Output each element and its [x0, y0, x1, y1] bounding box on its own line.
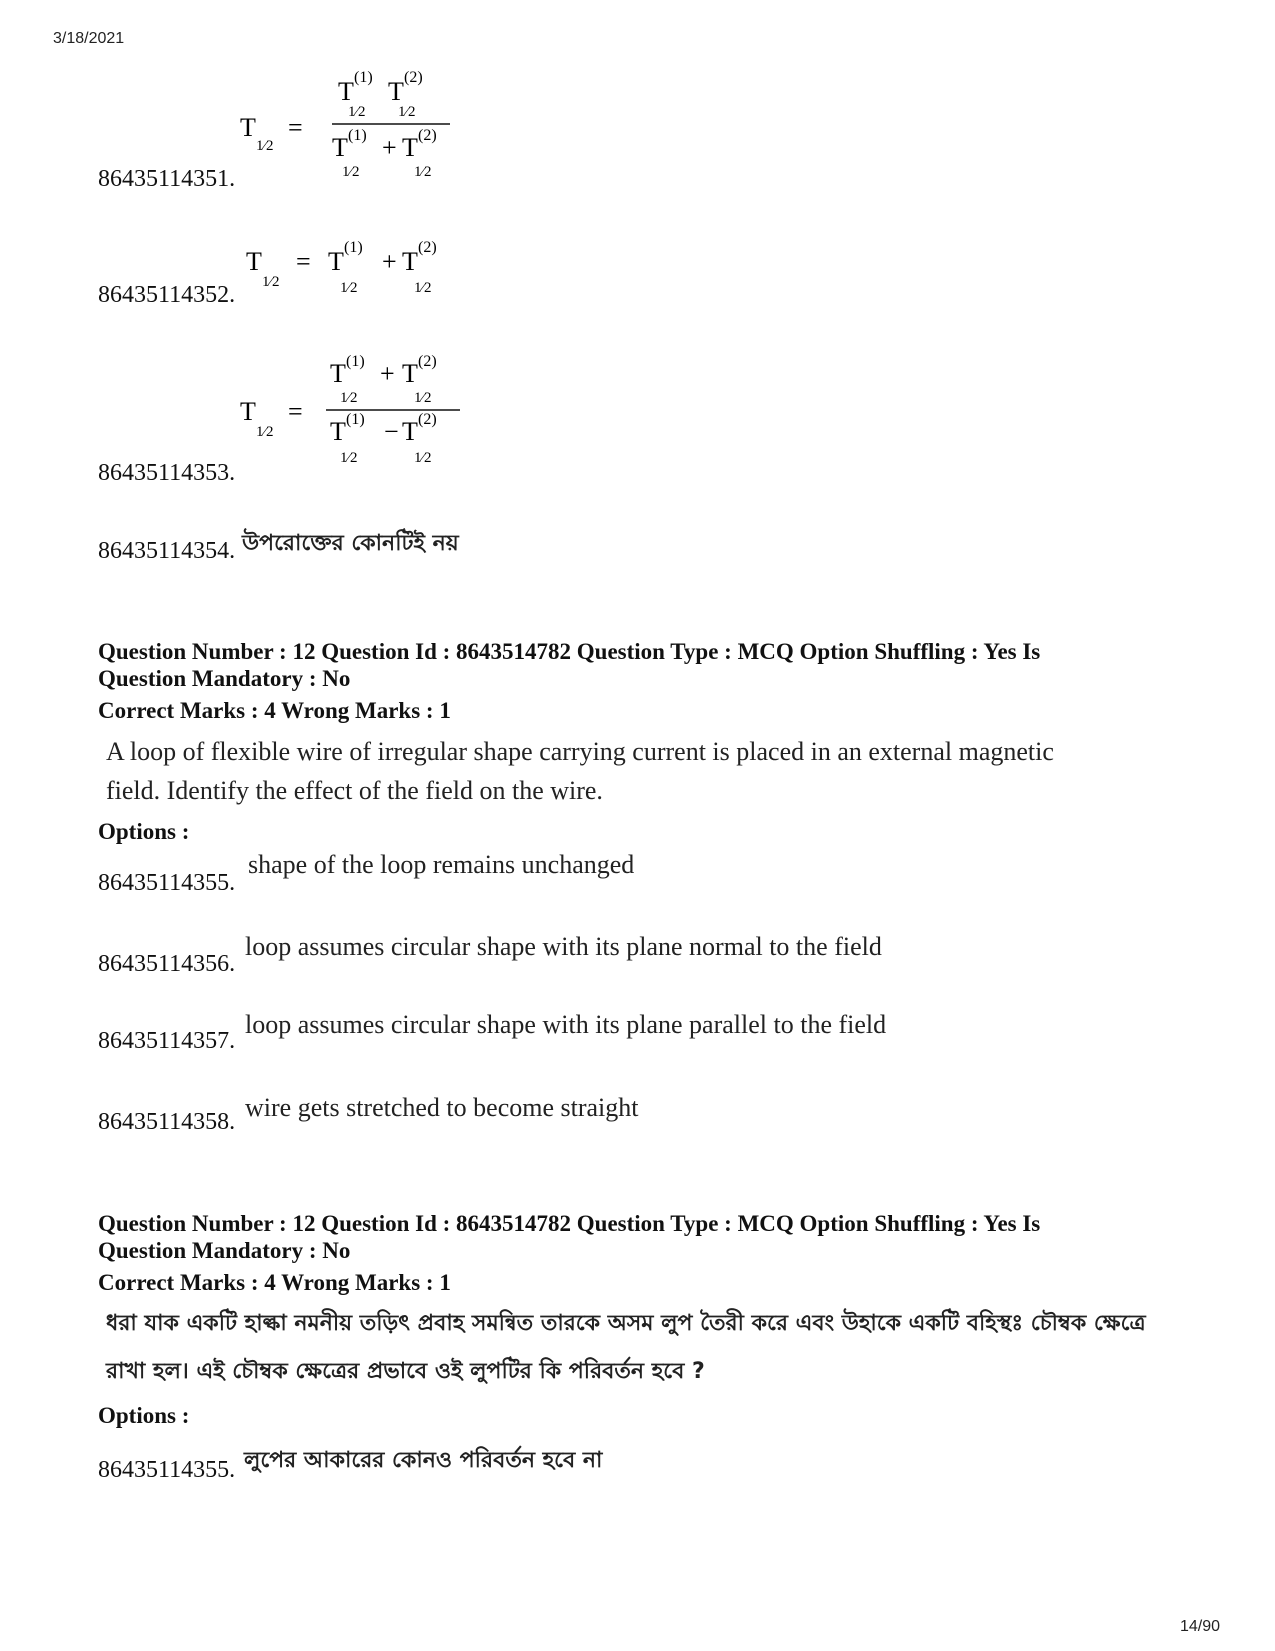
option-id: 86435114355. — [98, 870, 236, 896]
option-text: লুপের আকারের কোনও পরিবর্তন হবে না — [244, 1448, 603, 1473]
option-id: 86435114358. — [98, 1109, 236, 1135]
formula-superscript: (1) — [346, 411, 365, 428]
formula-minus: − — [384, 417, 399, 446]
option-id: 86435114357. — [98, 1028, 236, 1054]
half-life-formula-3 — [236, 344, 476, 479]
formula-superscript: (2) — [418, 353, 437, 370]
option-id: 86435114356. — [98, 951, 236, 977]
formula-subscript: 1⁄2 — [414, 390, 432, 406]
question-marks: Correct Marks : 4 Wrong Marks : 1 — [98, 1270, 451, 1295]
formula-subscript: 1⁄2 — [398, 104, 416, 120]
formula-symbol: T — [402, 133, 418, 162]
formula-symbol: T — [402, 417, 418, 446]
formula-plus: + — [382, 247, 397, 276]
formula-equals: = — [296, 247, 311, 276]
page-number: 14/90 — [1180, 1618, 1221, 1635]
formula-superscript: (2) — [404, 69, 423, 86]
option-id: 86435114351. — [98, 166, 236, 192]
formula-subscript: 1⁄2 — [342, 164, 360, 180]
formula-superscript: (2) — [418, 239, 437, 256]
half-life-formula-2 — [236, 230, 476, 305]
formula-subscript: 1⁄2 — [348, 104, 366, 120]
formula-subscript: 1⁄2 — [340, 450, 358, 466]
print-date: 3/18/2021 — [53, 30, 125, 47]
formula-symbol: T — [332, 133, 348, 162]
formula-subscript: 1⁄2 — [414, 450, 432, 466]
options-label: Options : — [98, 1403, 190, 1428]
formula-superscript: (1) — [348, 127, 367, 144]
option-text: উপরোক্তের কোনটিই নয় — [242, 531, 459, 556]
option-id: 86435114355. — [98, 1457, 236, 1483]
formula-subscript: 1⁄2 — [414, 280, 432, 296]
option-text: loop assumes circular shape with its plane parallel to the field — [245, 1010, 887, 1039]
formula-symbol: T — [402, 359, 418, 388]
formula-subscript: 1⁄2 — [340, 390, 358, 406]
option-id: 86435114353. — [98, 460, 236, 486]
question-meta: Question Mandatory : No — [98, 666, 351, 691]
formula-symbol: T — [328, 247, 344, 276]
formula-symbol: T — [240, 397, 256, 426]
formula-subscript: 1⁄2 — [262, 274, 280, 290]
formula-symbol: T — [330, 359, 346, 388]
question-marks: Correct Marks : 4 Wrong Marks : 1 — [98, 698, 451, 723]
formula-superscript: (1) — [354, 69, 373, 86]
formula-symbol: T — [240, 113, 256, 142]
formula-symbol: T — [246, 247, 262, 276]
options-label: Options : — [98, 819, 190, 844]
formula-symbol: T — [338, 77, 354, 106]
option-id: 86435114354. — [98, 538, 236, 564]
option-text: wire gets stretched to become straight — [245, 1093, 639, 1122]
question-text: field. Identify the effect of the field on the wire. — [106, 776, 603, 805]
question-meta: Question Number : 12 Question Id : 8643514782 Question Type : MCQ Option Shuffling : Yes Is — [98, 639, 1041, 664]
formula-equals: = — [288, 113, 303, 142]
formula-superscript: (1) — [344, 239, 363, 256]
option-text: loop assumes circular shape with its plane normal to the field — [245, 932, 882, 961]
formula-equals: = — [288, 397, 303, 426]
question-text: রাখা হল। এই চৌম্বক ক্ষেত্রের প্রভাবে ওই লুপটির কি পরিবর্তন হবে ? — [106, 1359, 705, 1384]
formula-plus: + — [380, 359, 395, 388]
formula-superscript: (2) — [418, 127, 437, 144]
formula-superscript: (2) — [418, 411, 437, 428]
question-meta: Question Number : 12 Question Id : 8643514782 Question Type : MCQ Option Shuffling : Yes Is — [98, 1211, 1041, 1236]
option-text: shape of the loop remains unchanged — [248, 850, 635, 879]
option-id: 86435114352. — [98, 282, 236, 308]
formula-symbol: T — [330, 417, 346, 446]
formula-subscript: 1⁄2 — [256, 138, 274, 154]
question-text: A loop of flexible wire of irregular shape carrying current is placed in an external magnetic — [106, 737, 1054, 766]
formula-symbol: T — [402, 247, 418, 276]
question-text: ধরা যাক একটি হাল্কা নমনীয় তড়িৎ প্রবাহ সমন্বিত তারকে অসম লুপ তৈরী করে এবং উহাকে একটি বহিস্থঃ চৌম্বক ক্ষেত্রে — [106, 1311, 1146, 1336]
half-life-formula-1 — [236, 58, 476, 188]
formula-subscript: 1⁄2 — [414, 164, 432, 180]
question-meta: Question Mandatory : No — [98, 1238, 351, 1263]
formula-subscript: 1⁄2 — [340, 280, 358, 296]
formula-subscript: 1⁄2 — [256, 424, 274, 440]
formula-superscript: (1) — [346, 353, 365, 370]
formula-plus: + — [382, 133, 397, 162]
formula-symbol: T — [388, 77, 404, 106]
